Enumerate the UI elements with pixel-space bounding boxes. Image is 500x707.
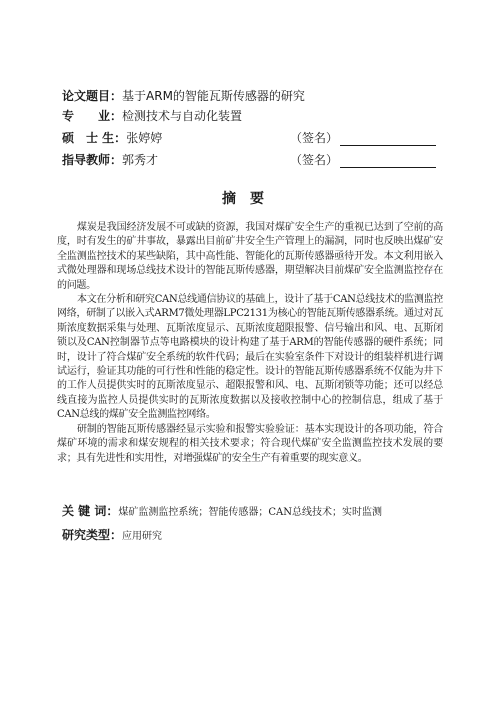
keywords-row <box>62 504 382 520</box>
abstract-body <box>57 221 443 466</box>
advisor-signature <box>290 152 436 168</box>
major-label: 专 业： <box>62 109 123 123</box>
master-student-row <box>62 130 162 146</box>
abstract-paragraph-2: 本文在分析和研究CAN总线通信协议的基础上，设计了基于CAN总线技术的监测监控网络，研制了以嵌入式ARM7微处理器LPC2131为核心的智能瓦斯传感器系统。通过对瓦斯浓度数据采集与处理、瓦斯浓度显示、瓦斯浓度超限报警、信号输出和风、电、瓦斯闭锁以及CAN控制器节点等电路模块的设计构建了基于ARM的智能传感器的硬件系统；同时，设计了符合煤矿安全系统的软件代码；最后在实验室条件下对设计的组装样机进行调试运行，验证其功能的可行性和性能的稳定性。设计的智能瓦斯传感器系统不仅能为井下的工作人员提供实时的瓦斯浓度显示、超限报警和风、电、瓦斯闭锁等功能；还可以经总线直接为监控人员提供实时的瓦斯浓度数据以及接收控制中心的控制信息，组成了基于CAN总线的煤矿安全监测监控网络。 <box>57 294 443 421</box>
major-row <box>62 108 242 124</box>
thesis-title-value: 基于ARM的智能瓦斯传感器的研究 <box>122 89 305 103</box>
advisor-name: 郭秀才 <box>122 153 159 167</box>
advisor-signature-label: （签名） <box>290 153 339 167</box>
thesis-title-label: 论文题目： <box>62 89 123 103</box>
advisor-row <box>62 152 158 168</box>
keywords-label: 关 键 词： <box>62 504 119 518</box>
research-type-text: 应用研究 <box>122 531 163 542</box>
student-signature-label: （签名） <box>290 131 339 145</box>
research-type-row <box>62 528 162 544</box>
research-type-label: 研究类型： <box>62 528 123 542</box>
advisor-signature-line <box>340 155 436 168</box>
student-signature <box>290 130 436 146</box>
major-value: 检测技术与自动化装置 <box>122 109 243 123</box>
abstract-paragraph-1: 煤炭是我国经济发展不可或缺的资源，我国对煤矿安全生产的重视已达到了空前的高度，时有发生的矿井事故，暴露出目前矿井安全生产管理上的漏洞，同时也反映出煤矿安全监测监控技术的某些缺陷，其中高性能、智能化的瓦斯传感器亟待开发。本文利用嵌入式微处理器和现场总线技术设计的智能瓦斯传感器，期望解决目前煤矿安全监测监控存在的问题。 <box>57 222 443 291</box>
master-student-label: 硕 士 生： <box>62 131 127 145</box>
abstract-paragraph-3: 研制的智能瓦斯传感器经显示实验和报警实验验证：基本实现设计的各项功能，符合煤矿环境的需求和煤安规程的相关技术要求；符合现代煤矿安全监测监控技术发展的要求；具有先进性和实用性，对增强煤矿的安全生产有着重要的现实意义。 <box>57 423 443 464</box>
master-student-name: 张婷婷 <box>126 131 163 145</box>
thesis-title-row <box>62 88 305 104</box>
student-signature-line <box>340 133 436 146</box>
keywords-text: 煤矿监测监控系统；智能传感器；CAN总线技术；实时监测 <box>118 507 382 518</box>
abstract-heading: 摘要 <box>222 191 278 207</box>
advisor-label: 指导教师： <box>62 153 123 167</box>
